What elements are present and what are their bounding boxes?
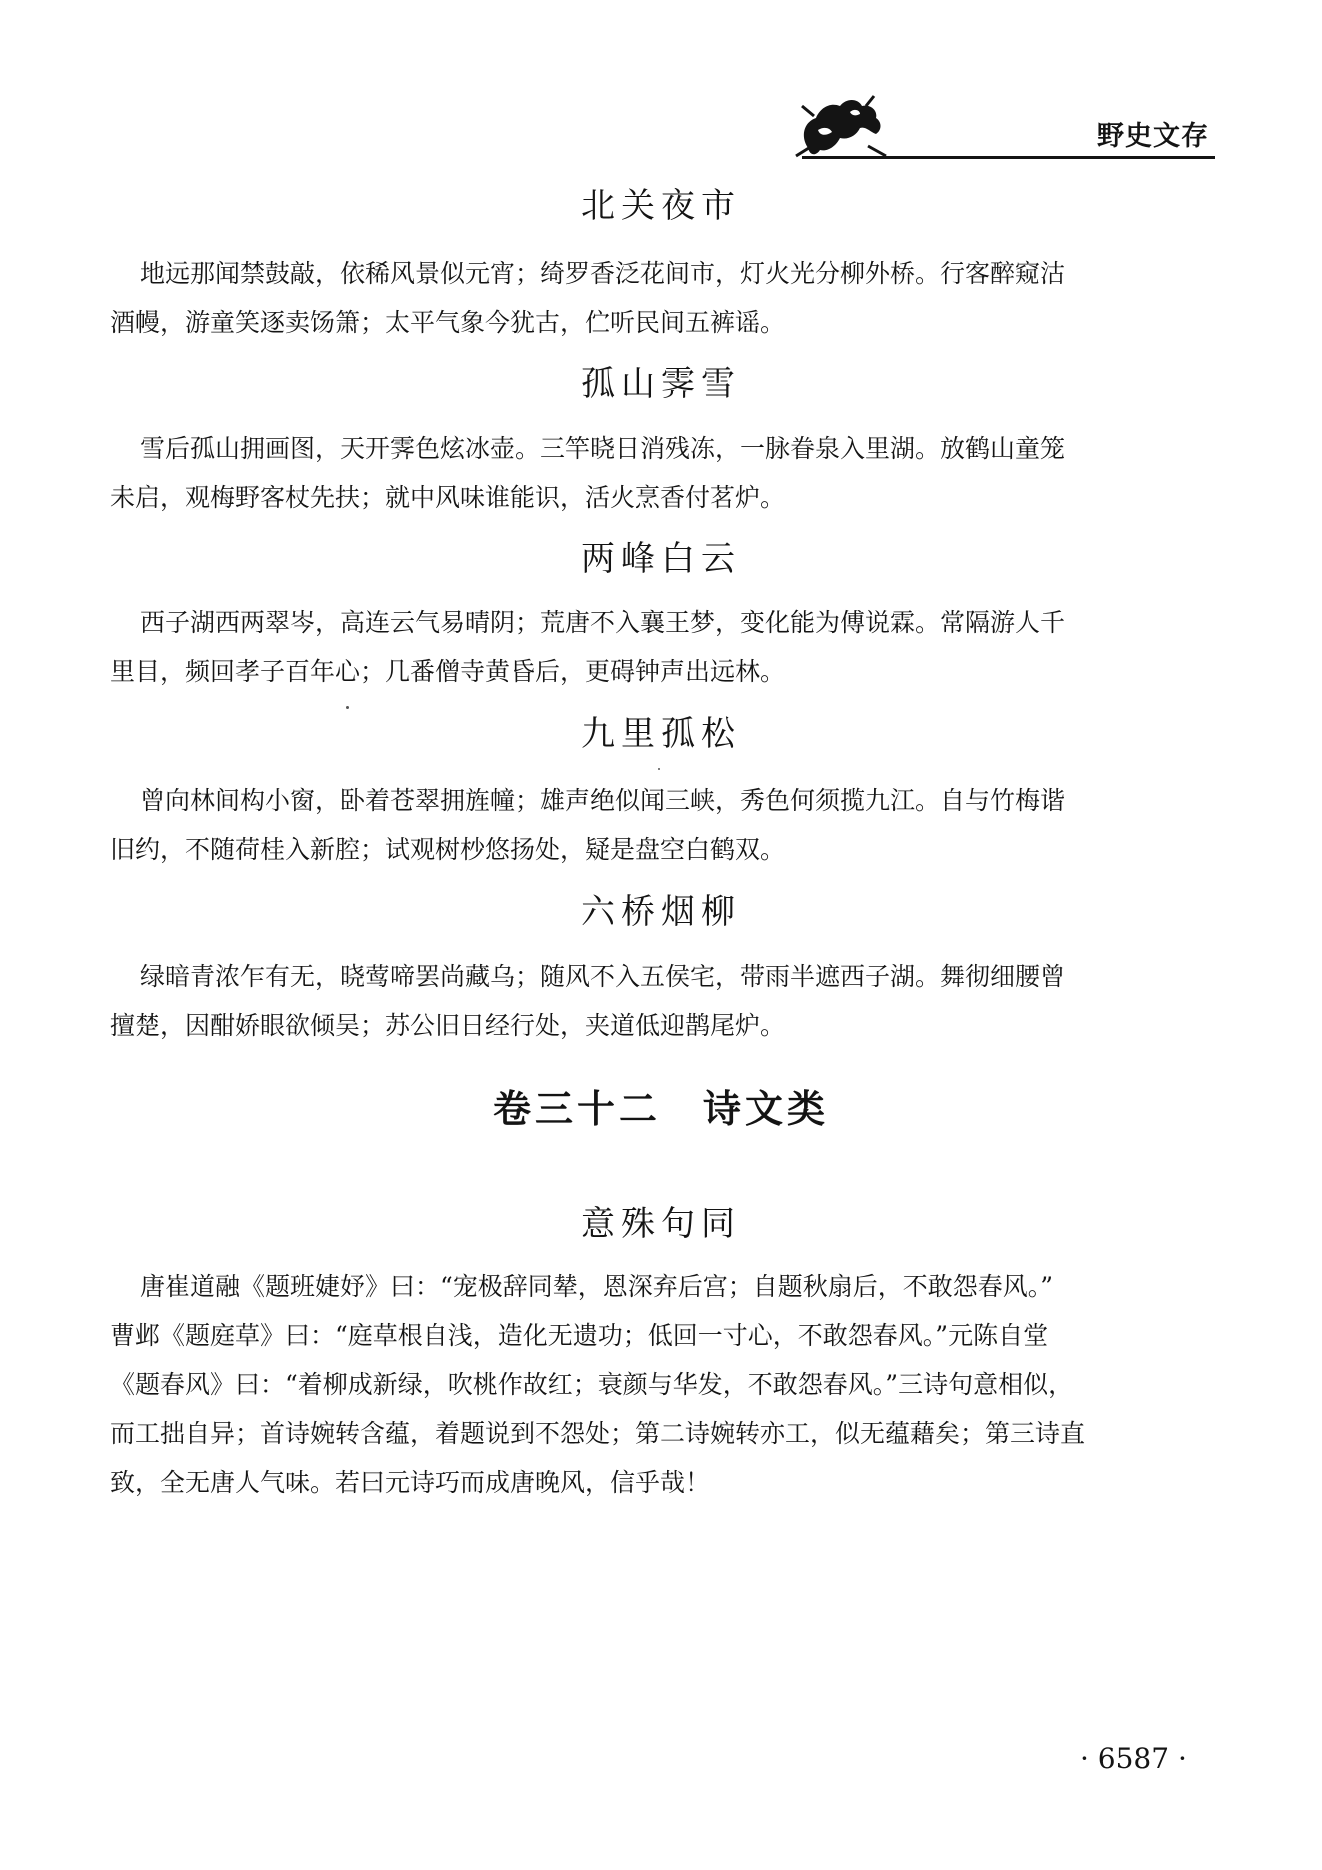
section-title: 两峰白云: [581, 539, 741, 579]
header-rule: [802, 156, 1215, 159]
text-line: 《题春风》曰：“着柳成新绿，吹桃作故红；衰颜与华发，不敢怨春风。”三诗句意相似，: [110, 1370, 1074, 1399]
section-title: 孤山霁雪: [581, 364, 741, 404]
text-line: 而工拙自异；首诗婉转含蕴，着题说到不怨处；第二诗婉转亦工，似无蕴藉矣；第三诗直: [110, 1419, 1086, 1448]
text-line: 唐崔道融《题班婕妤》曰：“宠极辞同辇，恩深弃后宫；自题秋扇后，不敢怨春风。”: [140, 1272, 1054, 1301]
section-body: [110, 776, 1230, 874]
text-line: 未启，观梅野客杖先扶；就中风味谁能识，活火烹香付茗炉。: [110, 483, 786, 512]
section-title: 九里孤松: [581, 714, 741, 754]
section-title: 北关夜市: [581, 186, 741, 226]
section-body: [110, 424, 1230, 522]
volume-heading: 卷三十二 诗文类: [492, 1087, 829, 1131]
section-title: 六桥烟柳: [581, 892, 741, 932]
text-line: 曾向林间构小窗，卧着苍翠拥旌幢；雄声绝似闻三峡，秀色何须揽九江。自与竹梅谐: [140, 786, 1066, 815]
essay-title: 意殊句同: [581, 1204, 741, 1244]
section-body: [110, 952, 1230, 1050]
text-line: 地远那闻禁鼓敲，依稀风景似元宵；绮罗香泛花间市，灯火光分柳外桥。行客醉窥沽: [140, 259, 1066, 288]
text-line: 旧约，不随荷桂入新腔；试观树杪悠扬处，疑是盘空白鹤双。: [110, 835, 786, 864]
text-line: 酒幔，游童笑逐卖饧箫；太平气象今犹古，伫听民间五裤谣。: [110, 308, 786, 337]
dragon-emblem-icon: [790, 86, 890, 166]
section-body: [110, 598, 1230, 696]
running-title: 野史文存: [1097, 121, 1209, 152]
text-line: 擅楚，因酣娇眼欲倾吴；苏公旧日经行处，夹道低迎鹊尾炉。: [110, 1011, 786, 1040]
scan-speck: [658, 768, 660, 770]
running-header: [790, 86, 1215, 176]
text-line: 曹邺《题庭草》曰：“庭草根自浅，造化无遗功；低回一寸心，不敢怨春风。”元陈自堂: [110, 1321, 1049, 1350]
essay-body: [110, 1262, 1230, 1507]
page-number: · 6587 ·: [1080, 1742, 1187, 1775]
text-line: 致，全无唐人气味。若曰元诗巧而成唐晚风，信乎哉！: [110, 1468, 711, 1497]
text-line: 雪后孤山拥画图，天开霁色炫冰壶。三竿晓日消残冻，一脉眷泉入里湖。放鹤山童笼: [140, 434, 1066, 463]
text-line: 里目，频回孝子百年心；几番僧寺黄昏后，更碍钟声出远林。: [110, 657, 786, 686]
text-line: 绿暗青浓乍有无，晓莺啼罢尚藏乌；随风不入五侯宅，带雨半遮西子湖。舞彻细腰曾: [140, 962, 1066, 991]
section-body: [110, 249, 1230, 347]
text-line: 西子湖西两翠岑，高连云气易晴阴；荒唐不入襄王梦，变化能为傅说霖。常隔游人千: [140, 608, 1066, 637]
scan-speck: [346, 706, 349, 709]
